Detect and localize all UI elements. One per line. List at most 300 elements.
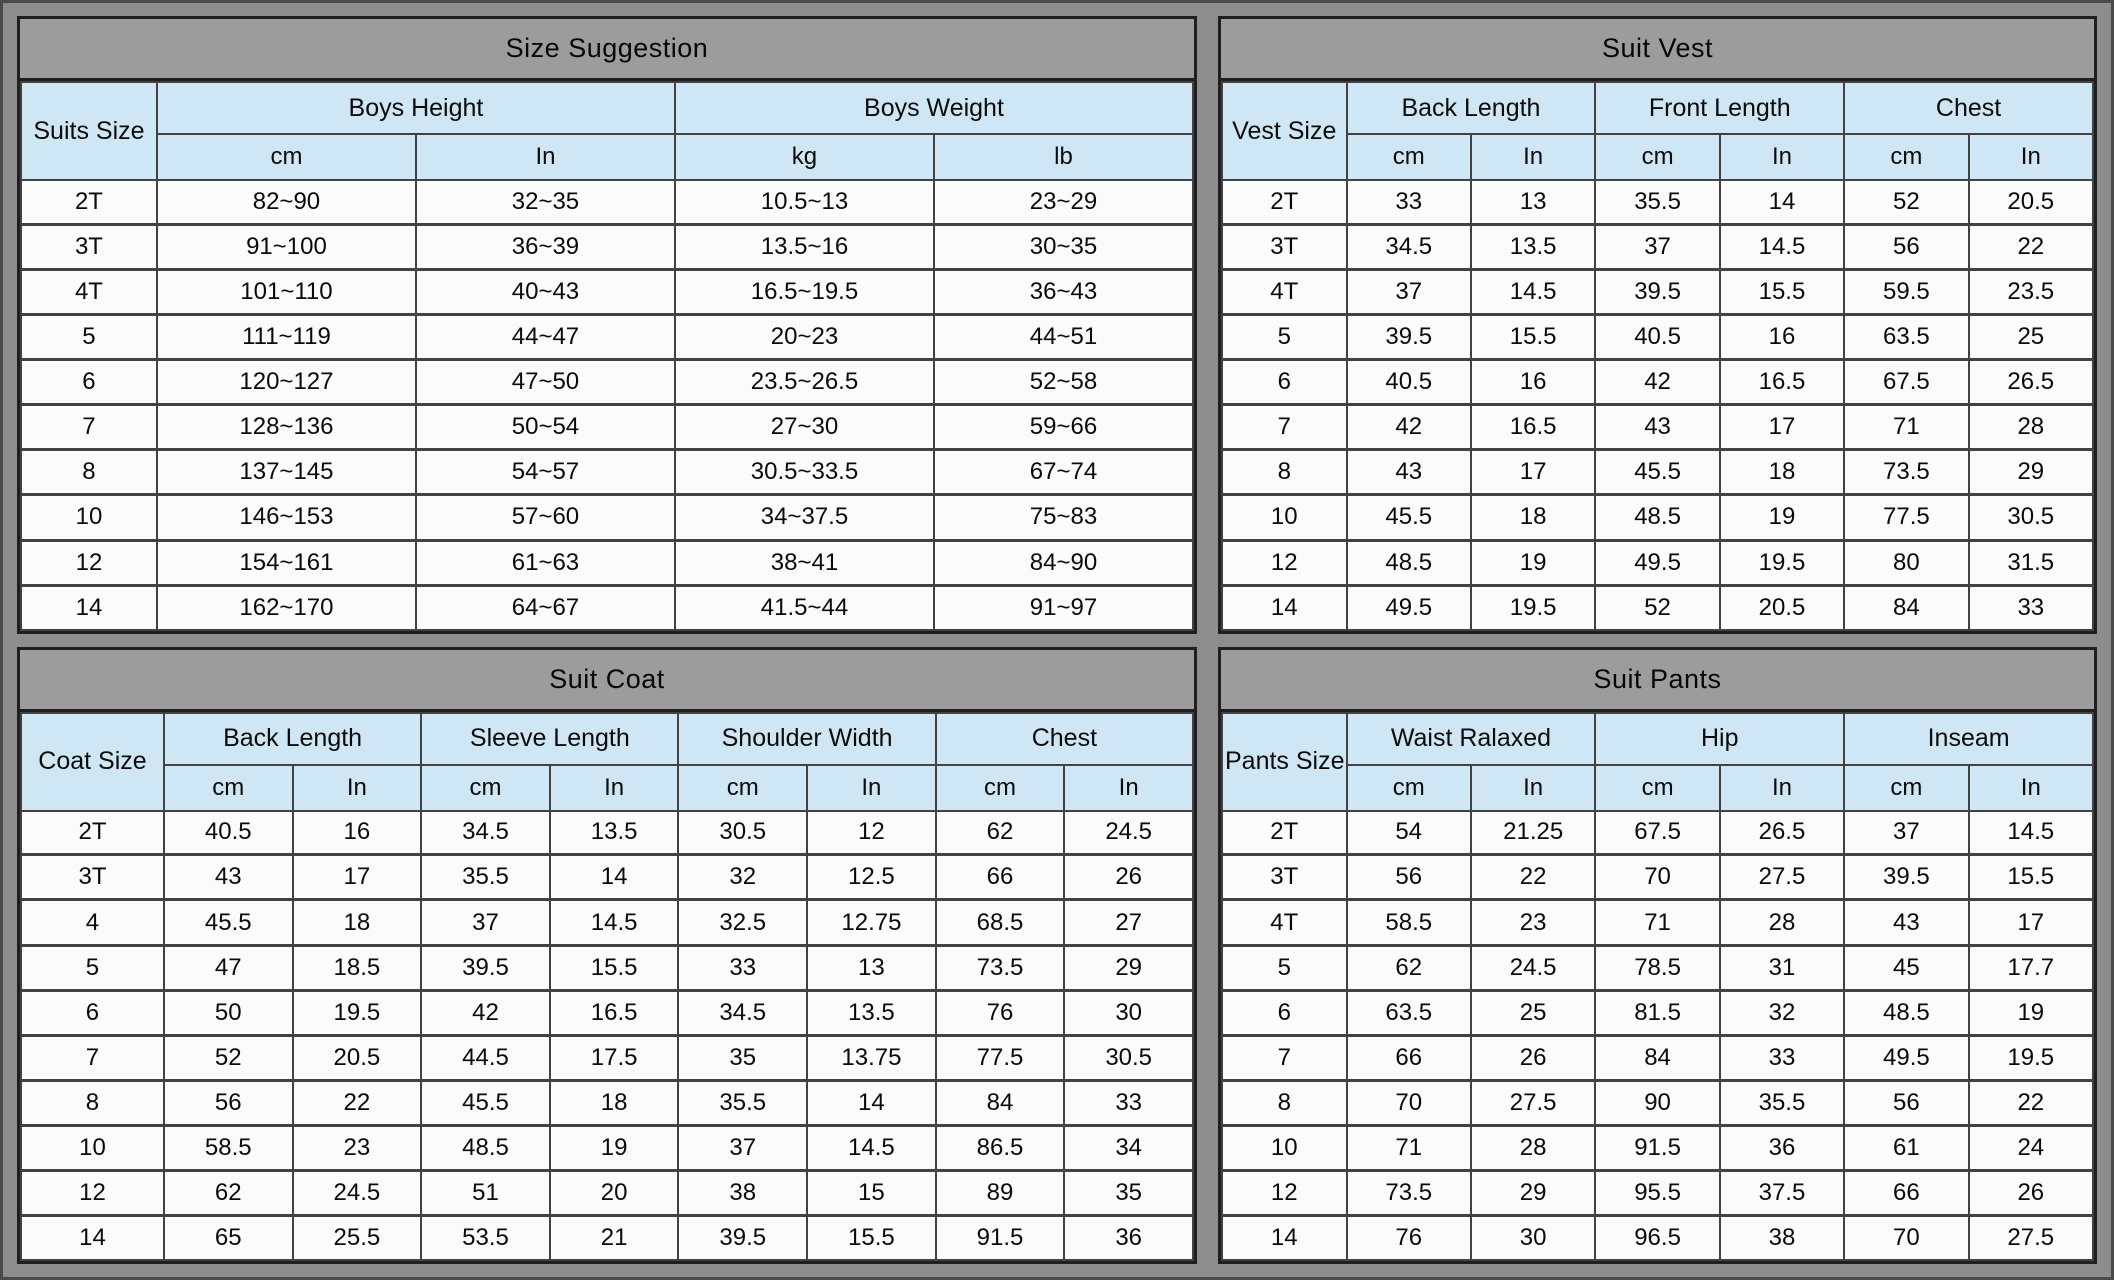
value-cell: 28 [1471, 1125, 1595, 1170]
value-cell: 57~60 [416, 495, 675, 540]
suit-vest-table [1221, 81, 2094, 631]
size-suggestion-group-header-1: Boys Weight [675, 82, 1193, 134]
table-row [21, 224, 1193, 269]
suit-vest-size-column-header: Vest Size [1222, 82, 1347, 180]
value-cell: 44.5 [421, 1035, 550, 1080]
value-cell: 19 [1720, 495, 1844, 540]
value-cell: 17.7 [1969, 945, 2093, 990]
value-cell: 16 [293, 811, 422, 855]
value-cell: 31.5 [1969, 540, 2093, 585]
value-cell: 66 [1347, 1035, 1471, 1080]
value-cell: 56 [1347, 855, 1471, 900]
size-cell: 7 [1222, 1035, 1347, 1080]
value-cell: 20.5 [1720, 585, 1844, 629]
suit-coat-group-header-1: Sleeve Length [421, 713, 678, 765]
value-cell: 48.5 [1844, 990, 1968, 1035]
value-cell: 56 [1844, 1080, 1968, 1125]
value-cell: 70 [1844, 1216, 1968, 1260]
value-cell: 30~35 [934, 224, 1193, 269]
size-cell: 5 [1222, 945, 1347, 990]
value-cell: 37 [1595, 224, 1719, 269]
value-cell: 56 [164, 1080, 293, 1125]
value-cell: 36 [1064, 1216, 1193, 1260]
value-cell: 61 [1844, 1125, 1968, 1170]
suit-pants-group-header-0: Waist Ralaxed [1347, 713, 1596, 765]
size-cell: 6 [1222, 360, 1347, 405]
value-cell: 111~119 [157, 315, 416, 360]
value-cell: 50~54 [416, 405, 675, 450]
value-cell: 45.5 [164, 900, 293, 945]
value-cell: 29 [1969, 450, 2093, 495]
value-cell: 17 [1969, 900, 2093, 945]
table-row [21, 450, 1193, 495]
value-cell: 146~153 [157, 495, 416, 540]
value-cell: 47~50 [416, 360, 675, 405]
value-cell: 63.5 [1347, 990, 1471, 1035]
value-cell: 23.5~26.5 [675, 360, 934, 405]
value-cell: 49.5 [1595, 540, 1719, 585]
size-suggestion-panel [17, 16, 1197, 634]
value-cell: 19.5 [1969, 1035, 2093, 1080]
value-cell: 16.5~19.5 [675, 269, 934, 314]
value-cell: 68.5 [936, 900, 1065, 945]
unit-header: In [293, 765, 422, 811]
table-row [21, 495, 1193, 540]
value-cell: 40~43 [416, 269, 675, 314]
value-cell: 35.5 [678, 1080, 807, 1125]
value-cell: 40.5 [1347, 360, 1471, 405]
value-cell: 52 [1844, 180, 1968, 224]
value-cell: 19 [550, 1125, 679, 1170]
table-row [1222, 855, 2093, 900]
value-cell: 43 [164, 855, 293, 900]
value-cell: 30.5 [678, 811, 807, 855]
value-cell: 37 [1347, 269, 1471, 314]
value-cell: 27.5 [1720, 855, 1844, 900]
value-cell: 14.5 [1720, 224, 1844, 269]
value-cell: 45.5 [421, 1080, 550, 1125]
size-cell: 7 [1222, 405, 1347, 450]
value-cell: 51 [421, 1171, 550, 1216]
value-cell: 76 [1347, 1216, 1471, 1260]
value-cell: 28 [1969, 405, 2093, 450]
value-cell: 20~23 [675, 315, 934, 360]
table-row [21, 945, 1193, 990]
value-cell: 77.5 [936, 1035, 1065, 1080]
table-row [21, 540, 1193, 585]
value-cell: 22 [293, 1080, 422, 1125]
table-row [1222, 405, 2093, 450]
value-cell: 25 [1471, 990, 1595, 1035]
table-row [1222, 269, 2093, 314]
value-cell: 73.5 [1347, 1171, 1471, 1216]
value-cell: 19 [1471, 540, 1595, 585]
value-cell: 27 [1064, 900, 1193, 945]
value-cell: 49.5 [1347, 585, 1471, 629]
value-cell: 42 [1347, 405, 1471, 450]
value-cell: 44~47 [416, 315, 675, 360]
size-cell: 2T [1222, 811, 1347, 855]
value-cell: 84 [936, 1080, 1065, 1125]
value-cell: 14.5 [1969, 811, 2093, 855]
value-cell: 73.5 [936, 945, 1065, 990]
table-row [1222, 1035, 2093, 1080]
value-cell: 38 [1720, 1216, 1844, 1260]
value-cell: 31 [1720, 945, 1844, 990]
value-cell: 36~43 [934, 269, 1193, 314]
unit-header: In [1471, 134, 1595, 180]
value-cell: 27~30 [675, 405, 934, 450]
suit-coat-table [20, 712, 1194, 1262]
value-cell: 15.5 [1969, 855, 2093, 900]
size-cell: 4 [21, 900, 164, 945]
suit-vest-group-header-0: Back Length [1347, 82, 1596, 134]
suit-coat-table-wrap [20, 712, 1194, 1262]
value-cell: 18 [1471, 495, 1595, 540]
value-cell: 86.5 [936, 1125, 1065, 1170]
unit-header: In [1471, 765, 1595, 811]
value-cell: 22 [1471, 855, 1595, 900]
value-cell: 23 [293, 1125, 422, 1170]
value-cell: 19.5 [1471, 585, 1595, 629]
value-cell: 36 [1720, 1125, 1844, 1170]
value-cell: 91.5 [1595, 1125, 1719, 1170]
size-cell: 6 [21, 990, 164, 1035]
value-cell: 91~100 [157, 224, 416, 269]
value-cell: 44~51 [934, 315, 1193, 360]
size-suggestion-table [20, 81, 1194, 631]
suit-pants-group-header-2: Inseam [1844, 713, 2093, 765]
size-cell: 6 [1222, 990, 1347, 1035]
value-cell: 14.5 [1471, 269, 1595, 314]
suit-pants-group-header-1: Hip [1595, 713, 1844, 765]
value-cell: 75~83 [934, 495, 1193, 540]
table-row [1222, 1080, 2093, 1125]
value-cell: 19.5 [1720, 540, 1844, 585]
table-row [1222, 1125, 2093, 1170]
value-cell: 82~90 [157, 180, 416, 224]
value-cell: 52~58 [934, 360, 1193, 405]
value-cell: 24 [1969, 1125, 2093, 1170]
value-cell: 162~170 [157, 585, 416, 629]
value-cell: 15 [807, 1171, 936, 1216]
value-cell: 43 [1347, 450, 1471, 495]
value-cell: 80 [1844, 540, 1968, 585]
unit-header-row [1222, 134, 2093, 180]
suit-coat-group-header-0: Back Length [164, 713, 421, 765]
value-cell: 62 [936, 811, 1065, 855]
value-cell: 17 [1720, 405, 1844, 450]
value-cell: 59~66 [934, 405, 1193, 450]
unit-header: In [1720, 765, 1844, 811]
size-cell: 14 [21, 585, 157, 629]
value-cell: 26 [1969, 1171, 2093, 1216]
suit-pants-table-wrap [1221, 712, 2094, 1262]
value-cell: 89 [936, 1171, 1065, 1216]
table-row [21, 811, 1193, 855]
value-cell: 47 [164, 945, 293, 990]
value-cell: 33 [1969, 585, 2093, 629]
value-cell: 27.5 [1471, 1080, 1595, 1125]
unit-header: In [1969, 134, 2093, 180]
value-cell: 14 [807, 1080, 936, 1125]
value-cell: 81.5 [1595, 990, 1719, 1035]
value-cell: 67.5 [1844, 360, 1968, 405]
value-cell: 14 [1720, 180, 1844, 224]
value-cell: 62 [164, 1171, 293, 1216]
value-cell: 96.5 [1595, 1216, 1719, 1260]
value-cell: 154~161 [157, 540, 416, 585]
value-cell: 64~67 [416, 585, 675, 629]
value-cell: 30.5 [1064, 1035, 1193, 1080]
value-cell: 34.5 [678, 990, 807, 1035]
value-cell: 13 [1471, 180, 1595, 224]
value-cell: 65 [164, 1216, 293, 1260]
table-row [21, 1125, 1193, 1170]
unit-header-row [1222, 765, 2093, 811]
value-cell: 12.75 [807, 900, 936, 945]
table-row [21, 315, 1193, 360]
table-row [1222, 224, 2093, 269]
size-suggestion-size-column-header: Suits Size [21, 82, 157, 180]
value-cell: 14 [550, 855, 679, 900]
value-cell: 30 [1064, 990, 1193, 1035]
value-cell: 40.5 [1595, 315, 1719, 360]
table-row [1222, 315, 2093, 360]
value-cell: 37 [421, 900, 550, 945]
value-cell: 95.5 [1595, 1171, 1719, 1216]
value-cell: 42 [1595, 360, 1719, 405]
unit-header: cm [1844, 134, 1968, 180]
size-cell: 3T [21, 224, 157, 269]
size-cell: 5 [21, 315, 157, 360]
suit-pants-table [1221, 712, 2094, 1262]
size-cell: 12 [1222, 1171, 1347, 1216]
value-cell: 73.5 [1844, 450, 1968, 495]
value-cell: 24.5 [293, 1171, 422, 1216]
size-cell: 4T [1222, 269, 1347, 314]
unit-header-row [21, 134, 1193, 180]
value-cell: 22 [1969, 224, 2093, 269]
value-cell: 15.5 [550, 945, 679, 990]
value-cell: 17 [293, 855, 422, 900]
size-cell: 2T [21, 811, 164, 855]
value-cell: 53.5 [421, 1216, 550, 1260]
table-row [1222, 811, 2093, 855]
suit-vest-title: Suit Vest [1221, 19, 2094, 81]
table-row [1222, 450, 2093, 495]
table-row [21, 1216, 1193, 1260]
value-cell: 43 [1844, 900, 1968, 945]
suit-coat-panel [17, 647, 1197, 1265]
value-cell: 45.5 [1595, 450, 1719, 495]
table-row [1222, 900, 2093, 945]
value-cell: 32~35 [416, 180, 675, 224]
table-row [1222, 180, 2093, 224]
unit-header: cm [1347, 765, 1471, 811]
size-cell: 3T [1222, 855, 1347, 900]
table-row [1222, 990, 2093, 1035]
value-cell: 27.5 [1969, 1216, 2093, 1260]
group-header-row [21, 82, 1193, 134]
suit-coat-title: Suit Coat [20, 650, 1194, 712]
value-cell: 16.5 [1720, 360, 1844, 405]
size-cell: 3T [21, 855, 164, 900]
value-cell: 34.5 [1347, 224, 1471, 269]
size-cell: 12 [21, 1171, 164, 1216]
size-cell: 5 [1222, 315, 1347, 360]
value-cell: 22 [1969, 1080, 2093, 1125]
value-cell: 15.5 [1471, 315, 1595, 360]
unit-header: cm [157, 134, 416, 180]
table-row [21, 1080, 1193, 1125]
unit-header: cm [421, 765, 550, 811]
value-cell: 101~110 [157, 269, 416, 314]
size-suggestion-group-header-0: Boys Height [157, 82, 675, 134]
value-cell: 43 [1595, 405, 1719, 450]
value-cell: 12.5 [807, 855, 936, 900]
table-row [21, 990, 1193, 1035]
value-cell: 71 [1595, 900, 1719, 945]
value-cell: 137~145 [157, 450, 416, 495]
unit-header: In [416, 134, 675, 180]
size-cell: 2T [21, 180, 157, 224]
value-cell: 91~97 [934, 585, 1193, 629]
value-cell: 23 [1471, 900, 1595, 945]
value-cell: 59.5 [1844, 269, 1968, 314]
value-cell: 30.5~33.5 [675, 450, 934, 495]
value-cell: 58.5 [164, 1125, 293, 1170]
value-cell: 39.5 [1844, 855, 1968, 900]
unit-header-row [21, 765, 1193, 811]
unit-header: cm [678, 765, 807, 811]
value-cell: 26.5 [1720, 811, 1844, 855]
value-cell: 15.5 [807, 1216, 936, 1260]
value-cell: 48.5 [421, 1125, 550, 1170]
table-row [21, 269, 1193, 314]
size-cell: 7 [21, 1035, 164, 1080]
value-cell: 20.5 [293, 1035, 422, 1080]
size-cell: 3T [1222, 224, 1347, 269]
value-cell: 128~136 [157, 405, 416, 450]
value-cell: 32.5 [678, 900, 807, 945]
suit-pants-panel [1218, 647, 2097, 1265]
value-cell: 18.5 [293, 945, 422, 990]
value-cell: 67.5 [1595, 811, 1719, 855]
value-cell: 35 [678, 1035, 807, 1080]
value-cell: 13 [807, 945, 936, 990]
value-cell: 17 [1471, 450, 1595, 495]
value-cell: 78.5 [1595, 945, 1719, 990]
value-cell: 20.5 [1969, 180, 2093, 224]
value-cell: 77.5 [1844, 495, 1968, 540]
value-cell: 45 [1844, 945, 1968, 990]
value-cell: 71 [1347, 1125, 1471, 1170]
table-row [1222, 1171, 2093, 1216]
value-cell: 18 [293, 900, 422, 945]
size-cell: 5 [21, 945, 164, 990]
value-cell: 35.5 [1595, 180, 1719, 224]
table-row [1222, 360, 2093, 405]
value-cell: 29 [1064, 945, 1193, 990]
value-cell: 32 [678, 855, 807, 900]
value-cell: 39.5 [421, 945, 550, 990]
value-cell: 91.5 [936, 1216, 1065, 1260]
value-cell: 66 [1844, 1171, 1968, 1216]
value-cell: 18 [550, 1080, 679, 1125]
value-cell: 10.5~13 [675, 180, 934, 224]
value-cell: 62 [1347, 945, 1471, 990]
value-cell: 13.75 [807, 1035, 936, 1080]
value-cell: 63.5 [1844, 315, 1968, 360]
value-cell: 32 [1720, 990, 1844, 1035]
unit-header: cm [936, 765, 1065, 811]
value-cell: 38~41 [675, 540, 934, 585]
value-cell: 34 [1064, 1125, 1193, 1170]
group-header-row [1222, 713, 2093, 765]
value-cell: 21 [550, 1216, 679, 1260]
value-cell: 33 [678, 945, 807, 990]
value-cell: 23~29 [934, 180, 1193, 224]
value-cell: 38 [678, 1171, 807, 1216]
value-cell: 26 [1064, 855, 1193, 900]
unit-header: In [1969, 765, 2093, 811]
value-cell: 13.5 [807, 990, 936, 1035]
value-cell: 34.5 [421, 811, 550, 855]
value-cell: 120~127 [157, 360, 416, 405]
value-cell: 15.5 [1720, 269, 1844, 314]
suit-coat-group-header-3: Chest [936, 713, 1193, 765]
value-cell: 19 [1969, 990, 2093, 1035]
value-cell: 40.5 [164, 811, 293, 855]
value-cell: 16.5 [1471, 405, 1595, 450]
suit-vest-table-wrap [1221, 81, 2094, 631]
value-cell: 12 [807, 811, 936, 855]
size-cell: 14 [21, 1216, 164, 1260]
value-cell: 41.5~44 [675, 585, 934, 629]
value-cell: 18 [1720, 450, 1844, 495]
size-cell: 10 [21, 1125, 164, 1170]
unit-header: kg [675, 134, 934, 180]
value-cell: 67~74 [934, 450, 1193, 495]
value-cell: 61~63 [416, 540, 675, 585]
size-cell: 8 [1222, 1080, 1347, 1125]
suit-vest-panel [1218, 16, 2097, 634]
value-cell: 54~57 [416, 450, 675, 495]
value-cell: 70 [1595, 855, 1719, 900]
value-cell: 76 [936, 990, 1065, 1035]
unit-header: cm [1595, 134, 1719, 180]
suit-pants-title: Suit Pants [1221, 650, 2094, 712]
size-cell: 8 [21, 1080, 164, 1125]
suit-pants-size-column-header: Pants Size [1222, 713, 1347, 811]
value-cell: 84~90 [934, 540, 1193, 585]
value-cell: 23.5 [1969, 269, 2093, 314]
value-cell: 56 [1844, 224, 1968, 269]
suit-coat-size-column-header: Coat Size [21, 713, 164, 811]
table-row [21, 900, 1193, 945]
table-row [21, 585, 1193, 629]
value-cell: 66 [936, 855, 1065, 900]
value-cell: 58.5 [1347, 900, 1471, 945]
value-cell: 17.5 [550, 1035, 679, 1080]
value-cell: 16.5 [550, 990, 679, 1035]
value-cell: 16 [1471, 360, 1595, 405]
value-cell: 13.5 [1471, 224, 1595, 269]
value-cell: 39.5 [678, 1216, 807, 1260]
value-cell: 35.5 [421, 855, 550, 900]
value-cell: 84 [1844, 585, 1968, 629]
